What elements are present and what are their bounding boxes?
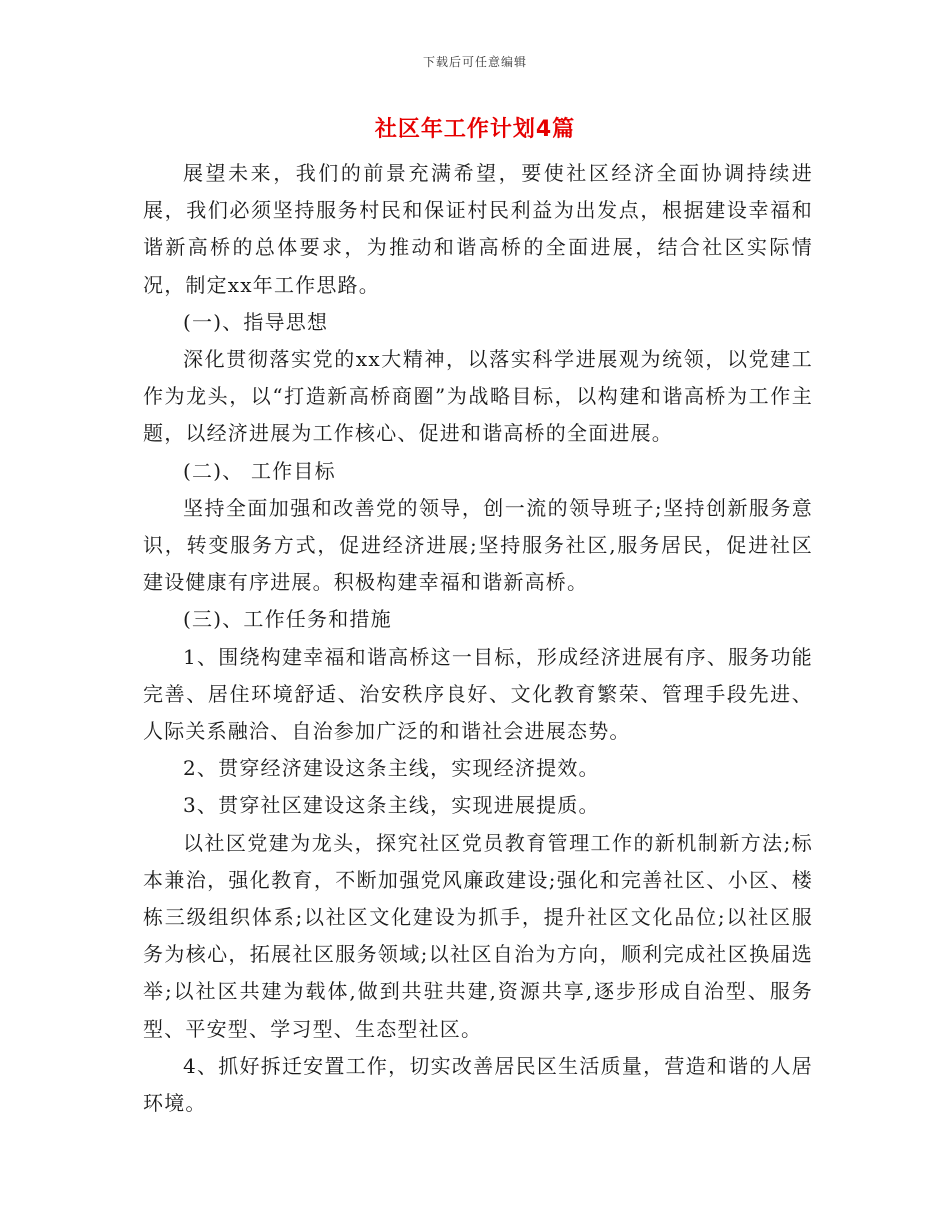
section-heading-tasks-measures: (三)、工作任务和措施 xyxy=(183,607,392,632)
paragraph-task-1: 1、围绕构建幸福和谐高桥这一目标，形成经济进展有序、服务功能完善、居住环境舒适、治安秩序良好、文化教育繁荣、管理手段先进、人际关系融洽、自治参加广泛的和谐社会进展态势。 xyxy=(143,644,813,744)
paragraph-task-2: 2、贯穿经济建设这条主线，实现经济提效。 xyxy=(183,756,600,781)
paragraph-intro: 展望未来，我们的前景充满希望，要使社区经济全面协调持续进展，我们必须坚持服务村民和保证村民利益为出发点，根据建设幸福和谐新高桥的总体要求，为推动和谐高桥的全面进展，结合社区实际情况，制定xx年工作思路。 xyxy=(143,161,813,297)
document-title: 社区年工作计划4篇 xyxy=(374,117,576,142)
section-heading-work-goals: (二)、 工作目标 xyxy=(183,458,336,483)
paragraph-party-building: 以社区党建为龙头，探究社区党员教育管理工作的新机制新方法;标本兼治，强化教育，不断加强党风廉政建设;强化和完善社区、小区、楼栋三级组织体系;以社区文化建设为抓手，提升社区文化品位;以社区服务为核心，拓展社区服务领域;以社区自治为方向，顺利完成社区换届选举;以社区共建为载体,做到共驻共建,资源共享,逐步形成自治型、服务型、平安型、学习型、生态型社区。 xyxy=(143,830,813,1041)
document-body xyxy=(143,155,813,1122)
section-heading-guiding-ideology: (一)、指导思想 xyxy=(183,309,329,334)
paragraph-guiding-ideology: 深化贯彻落实党的xx大精神，以落实科学进展观为统领，以党建工作为龙头，以“打造新高桥商圈”为战略目标，以构建和谐高桥为工作主题，以经济进展为工作核心、促进和谐高桥的全面进展。 xyxy=(143,347,813,446)
paragraph-task-3: 3、贯穿社区建设这条主线，实现进展提质。 xyxy=(183,793,600,818)
header-note: 下载后可任意编辑 xyxy=(422,55,527,69)
paragraph-task-4: 4、抓好拆迁安置工作，切实改善居民区生活质量，营造和谐的人居环境。 xyxy=(143,1053,813,1116)
paragraph-work-goals: 坚持全面加强和改善党的领导，创一流的领导班子;坚持创新服务意识，转变服务方式，促进经济进展;坚持服务社区,服务居民，促进社区建设健康有序进展。积极构建幸福和谐新高桥。 xyxy=(143,495,813,595)
